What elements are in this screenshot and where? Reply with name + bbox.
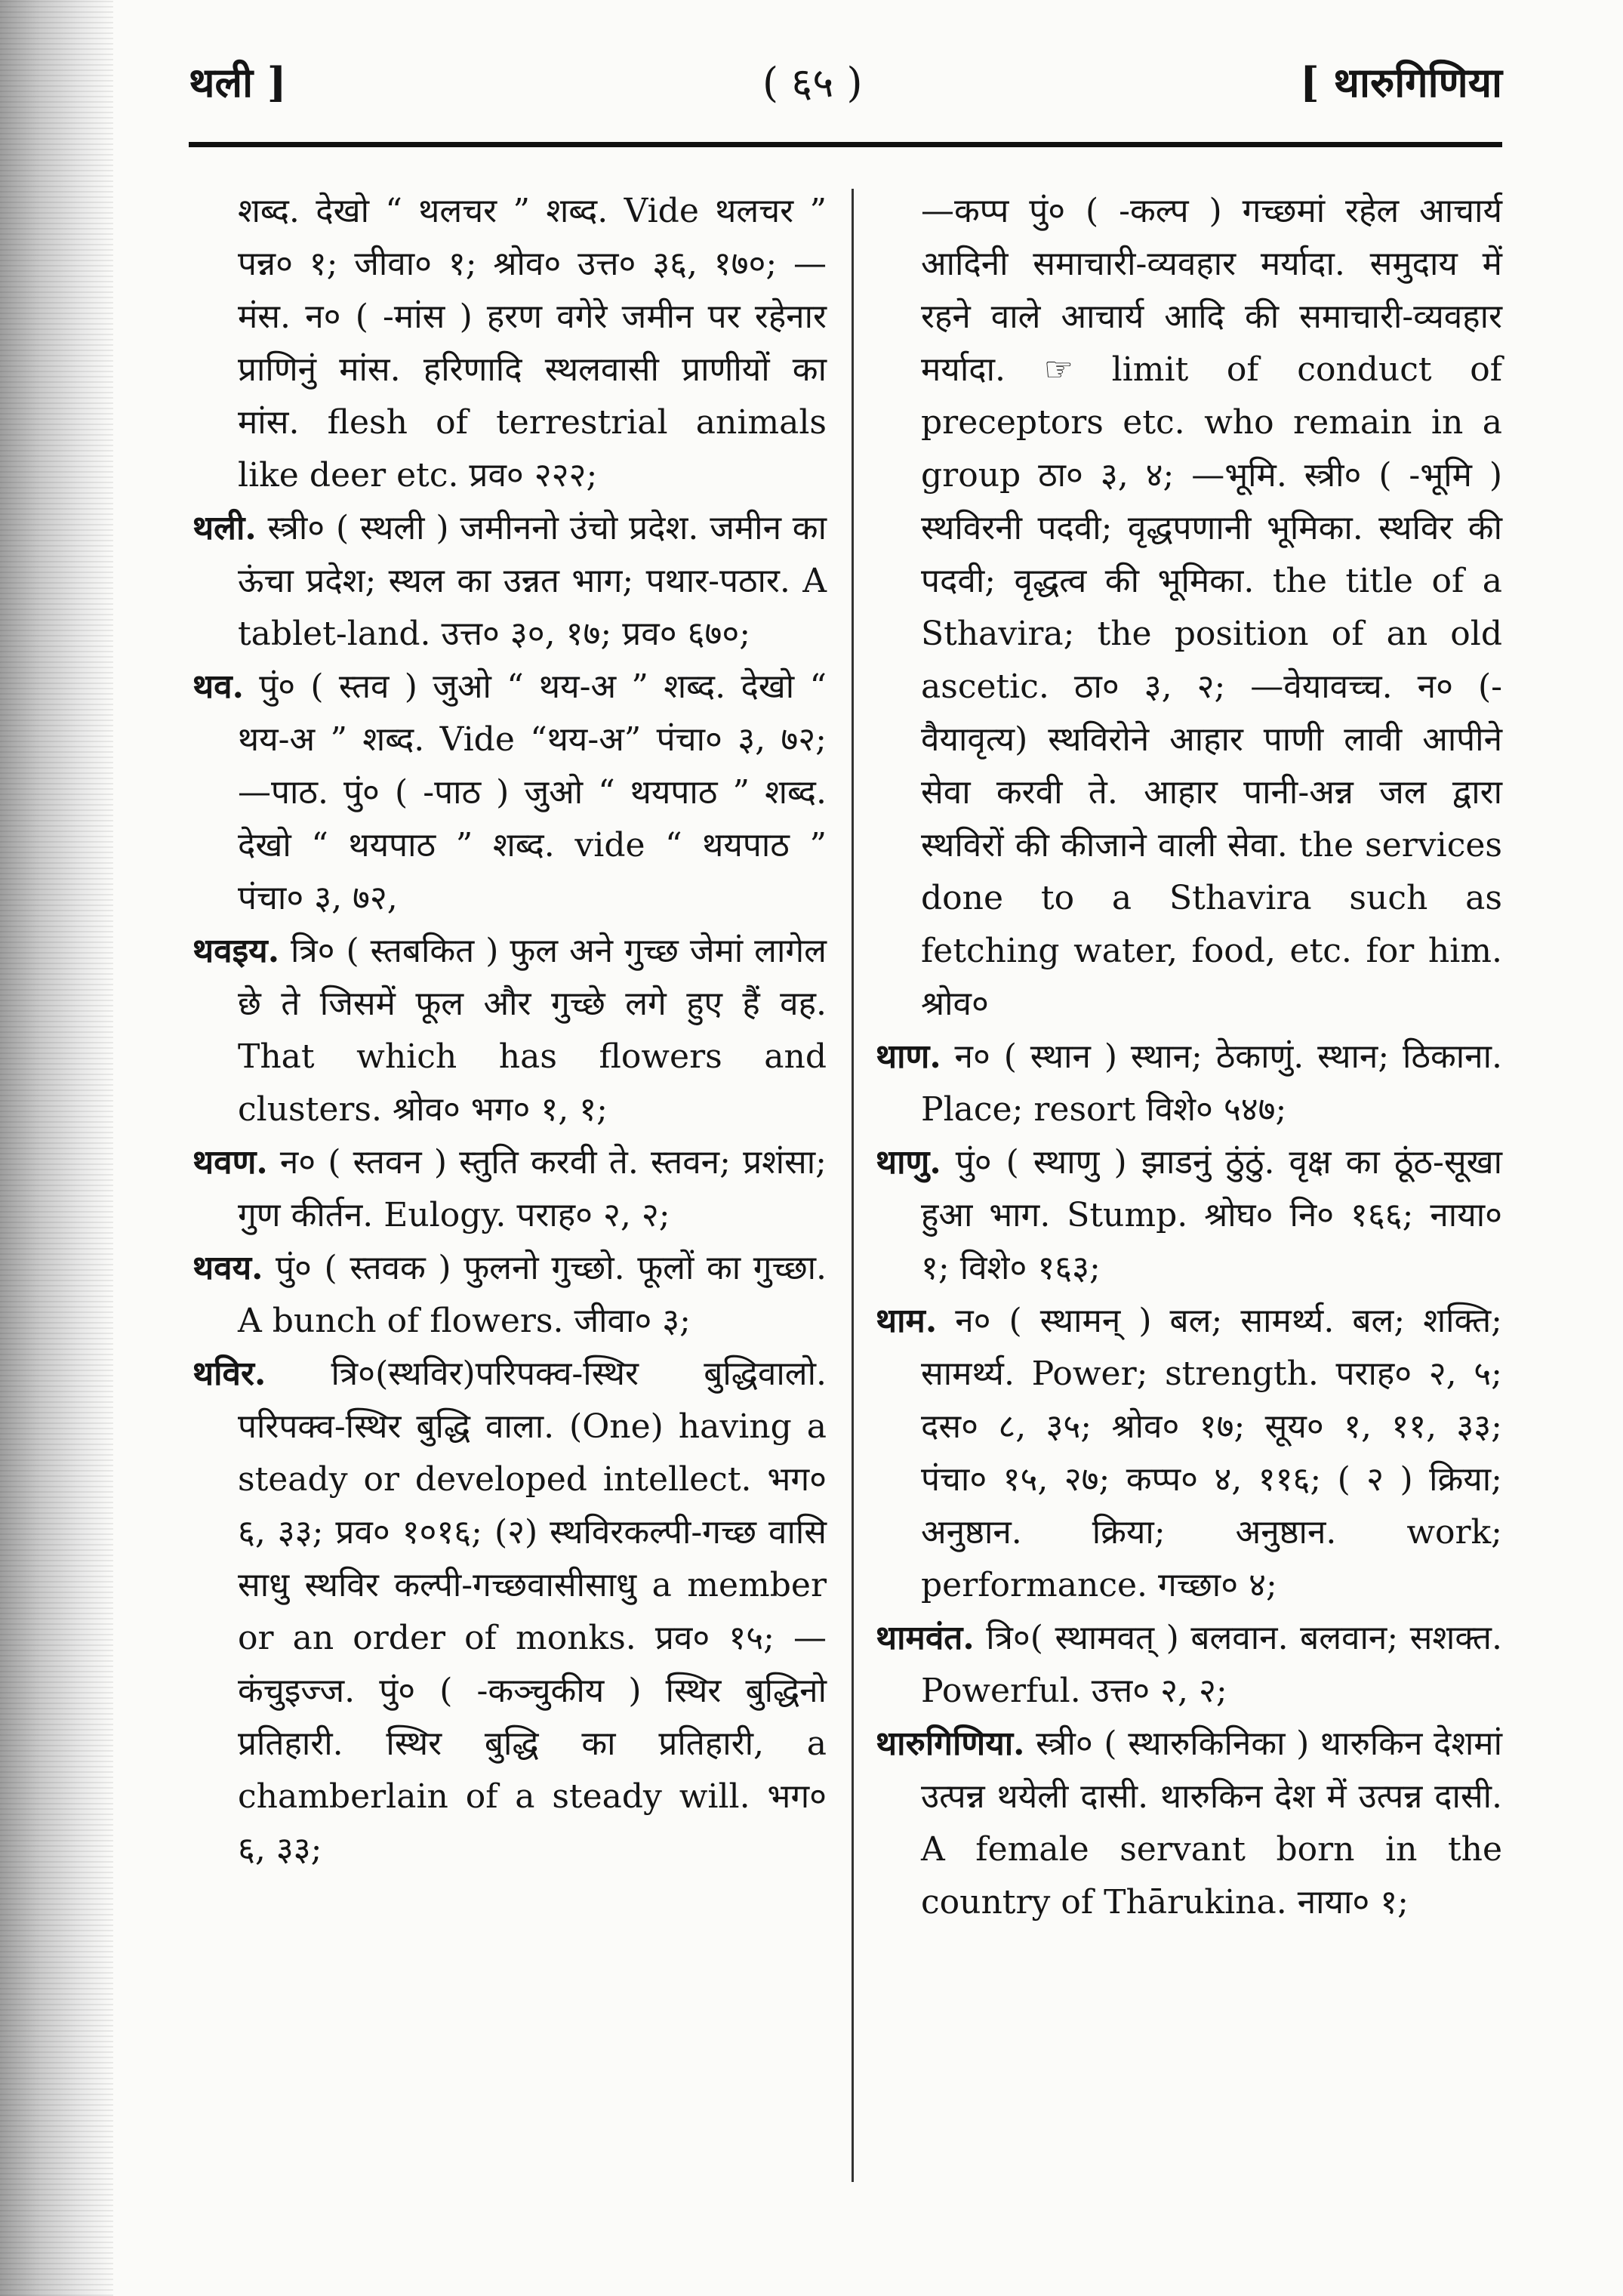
- entry-text: पुं० ( स्तवक ) फुलनो गुच्छो. फूलों का गुच्छा. A bunch of flowers. जीवा० ३;: [238, 1249, 827, 1340]
- entry-headword: थविर.: [192, 1354, 266, 1393]
- entry-text: न० ( स्थामन् ) बल; सामर्थ्य. बल; शक्ति; सामर्थ्य. Power; strength. पराह० २, ५; दस० ८, ३५; श्रोव० १७; सूय० १, ११, ३३; पंचा० १५, २७; कप्प० ४, ११६; ( २ ) क्रिया; अनुष्ठान. क्रिया; अनुष्ठान. work; performance. गच्छा० ४;: [921, 1302, 1502, 1604]
- dictionary-entry: [192, 1136, 827, 1242]
- entry-headword: थाण.: [876, 1037, 941, 1076]
- header-right-guideword: [ थारुगिणिया: [1300, 58, 1502, 106]
- dictionary-entry: [192, 1242, 827, 1348]
- dictionary-entry: [192, 661, 827, 925]
- dictionary-entry: [876, 1031, 1502, 1136]
- header-rule: [189, 142, 1502, 147]
- entry-headword: थारुगिणिया.: [876, 1724, 1025, 1763]
- entry-text: न० ( स्थान ) स्थान; ठेकाणुं. स्थान; ठिकाना. Place; resort विशे० ५४७;: [921, 1037, 1502, 1129]
- entry-headword: थली.: [192, 509, 257, 547]
- scanned-page-edge-texture: [0, 0, 113, 2296]
- entry-headword: थवइय.: [192, 932, 280, 970]
- dictionary-entry: [192, 1348, 827, 1876]
- entry-text: स्त्री० ( स्थली ) जमीननो उंचो प्रदेश. जमीन का ऊंचा प्रदेश; स्थल का उन्नत भाग; पथार-पठार. A tablet-land. उत्त० ३०, १७; प्रव० ६७०;: [238, 509, 827, 653]
- entry-headword: थवण.: [192, 1143, 268, 1182]
- dictionary-entry: [876, 1295, 1502, 1612]
- dictionary-entry: [192, 502, 827, 661]
- dictionary-entry: [876, 1136, 1502, 1295]
- entry-text: त्रि० ( स्तबकित ) फुल अने गुच्छ जेमां लागेल छे ते जिसमें फूल और गुच्छे लगे हुए हैं वह. That which has flowers and clusters. श्रोव० भग० १, १;: [238, 932, 827, 1129]
- entry-text: शब्द. देखो “ थलचर ” शब्द. Vide थलचर ” पन्न० १; जीवा० १; श्रोव० उत्त० ३६, १७०; —मंस. न० ( -मांस ) हरण वगेरे जमीन पर रहेनार प्राणिनुं मांस. हरिणादि स्थलवासी प्राणीयों का मांस. flesh of terrestrial animals like deer etc. प्रव० २२२;: [238, 192, 827, 495]
- entry-text: त्रि०(स्थविर)परिपक्व-स्थिर बुद्धिवालो. परिपक्व-स्थिर बुद्धि वाला. (One) having a steady or developed intellect. भग० ६, ३३; प्रव० १०१६; (२) स्थविरकल्पी-गच्छ वासि साधु स्थविर कल्पी-गच्छवासीसाधु a member or an order of monks. प्रव० १५; —कंचुइज्ज. पुं० ( -कञ्चुकीय ) स्थिर बुद्धिनो प्रतिहारी. स्थिर बुद्धि का प्रतिहारी, a chamberlain of a steady will. भग० ६, ३३;: [238, 1354, 827, 1869]
- left-column: [192, 185, 827, 1876]
- entry-text: त्रि०( स्थामवत् ) बलवान. बलवान; सशक्त. Powerful. उत्त० २, २;: [921, 1619, 1502, 1710]
- entry-headword: थवय.: [192, 1249, 263, 1287]
- entry-headword: थामवंत.: [876, 1619, 975, 1657]
- dictionary-entry: [876, 1612, 1502, 1718]
- entry-headword: थाणु.: [876, 1143, 941, 1182]
- entry-text: स्त्री० ( स्थारुकिनिका ) थारुकिन देशमां उत्पन्न थयेली दासी. थारुकिन देश में उत्पन्न दासी. A female servant born in the country of Thārukina. नाया० १;: [921, 1724, 1502, 1922]
- entry-headword: थाम.: [876, 1302, 938, 1340]
- column-divider: [852, 189, 854, 2182]
- entry-text: पुं० ( स्थाणु ) झाडनुं ठुंठुं. वृक्ष का ठूंठ-सूखा हुआ भाग. Stump. श्रोघ० नि० १६६; नाया० १; विशे० १६३;: [921, 1143, 1502, 1287]
- dictionary-entry: [876, 185, 1502, 1031]
- entry-text: —कप्प पुं० ( -कल्प ) गच्छमां रहेल आचार्य आदिनी समाचारी-व्यवहार मर्यादा. समुदाय में रहने वाले आचार्य आदि की समाचारी-व्यवहार मर्यादा. ☞ limit of conduct of preceptors etc. who remain in a group ठा० ३, ४; —भूमि. स्त्री० ( -भूमि ) स्थविरनी पदवी; वृद्धपणानी भूमिका. स्थविर की पदवी; वृद्धत्व की भूमिका. the title of a Sthavira; the position of an old ascetic. ठा० ३, २; —वेयावच्च. न० (-वैयावृत्य) स्थविरोने आहार पाणी लावी आपीने सेवा करवी ते. आहार पानी-अन्न जल द्वारा स्थविरों की कीजाने वाली सेवा. the services done to a Sthavira such as fetching water, food, etc. for him. श्रोव०: [921, 192, 1502, 1023]
- entry-headword: थव.: [192, 667, 244, 706]
- right-column: [876, 185, 1502, 1929]
- page-header: [189, 53, 1502, 113]
- dictionary-entry: [192, 925, 827, 1136]
- entry-text: न० ( स्तवन ) स्तुति करवी ते. स्तवन; प्रशंसा; गुण कीर्तन. Eulogy. पराह० २, २;: [238, 1143, 827, 1234]
- dictionary-entry: [192, 185, 827, 502]
- entry-text: पुं० ( स्तव ) जुओ “ थय-अ ” शब्द. देखो “ थय-अ ” शब्द. Vide “थय-अ” पंचा० ३, ७२; —पाठ. पुं० ( -पाठ ) जुओ “ थयपाठ ” शब्द. देखो “ थयपाठ ” शब्द. vide “ थयपाठ ” पंचा० ३, ७२,: [238, 667, 827, 917]
- page-number: ( ६५ ): [762, 59, 863, 106]
- header-left-guideword: थली ]: [189, 58, 287, 106]
- dictionary-entry: [876, 1718, 1502, 1929]
